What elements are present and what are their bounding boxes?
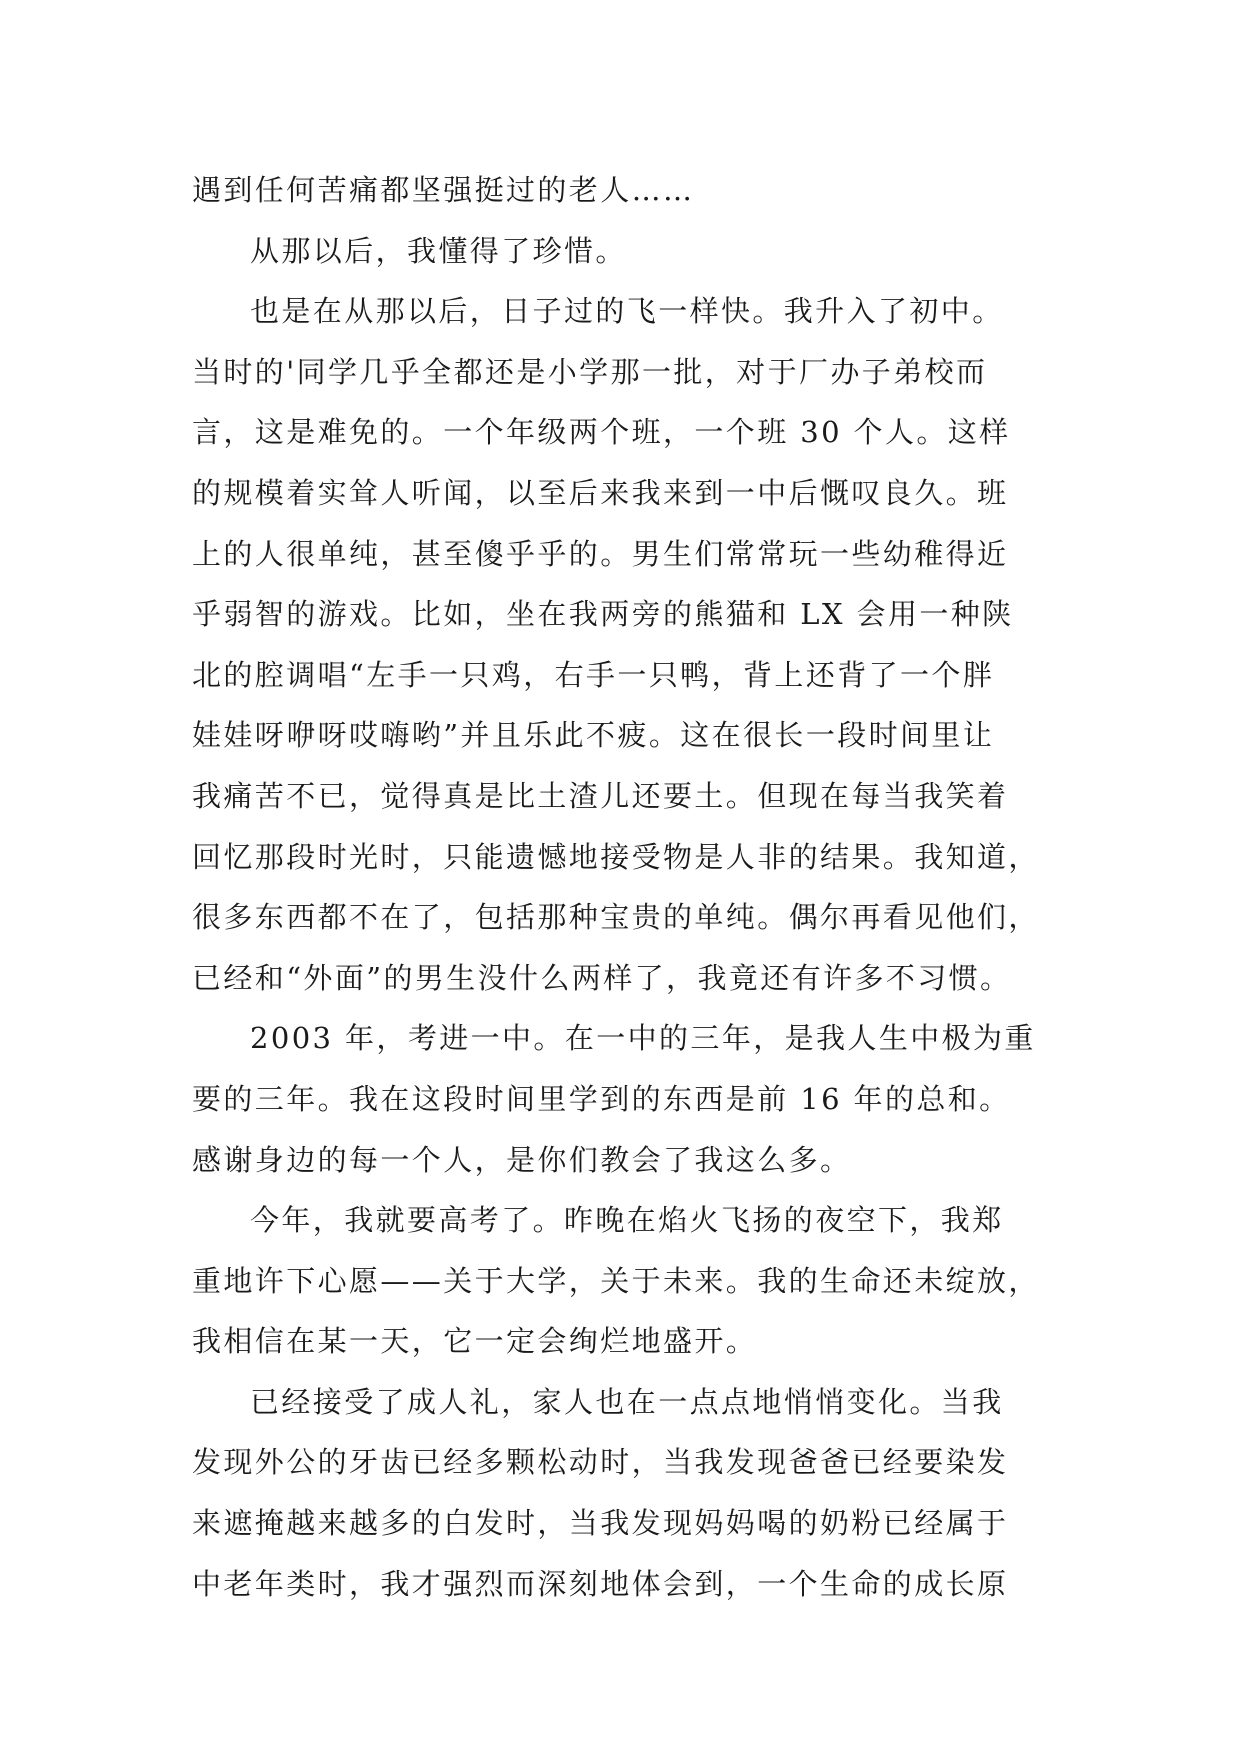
text-line: 回忆那段时光时，只能遗憾地接受物是人非的结果。我知道， [192, 839, 1040, 874]
text-line: 我相信在某一天，它一定会绚烂地盛开。 [192, 1324, 758, 1359]
text-line: 很多东西都不在了，包括那种宝贵的单纯。偶尔再看见他们， [192, 900, 1040, 935]
text-line: 北的腔调唱“左手一只鸡，右手一只鸭，背上还背了一个胖 [192, 657, 995, 692]
text-line: 也是在从那以后，日子过的飞一样快。我升入了初中。 [250, 294, 1004, 329]
text-line: 上的人很单纯，甚至傻乎乎的。男生们常常玩一些幼稚得近 [192, 536, 1009, 571]
text-line: 来遮掩越来越多的白发时，当我发现妈妈喝的奶粉已经属于 [192, 1506, 1009, 1541]
text-line: 中老年类时，我才强烈而深刻地体会到，一个生命的成长原 [192, 1566, 1009, 1601]
text-line: 2003 年，考进一中。在一中的三年，是我人生中极为重 [250, 1021, 1036, 1056]
text-line: 已经接受了成人礼，家人也在一点点地悄悄变化。当我 [250, 1384, 1004, 1419]
text-line: 从那以后，我懂得了珍惜。 [250, 233, 627, 268]
text-line: 我痛苦不已，觉得真是比土渣儿还要土。但现在每当我笑着 [192, 778, 1009, 813]
text-line: 已经和“外面”的男生没什么两样了，我竟还有许多不习惯。 [192, 960, 1012, 995]
text-line: 发现外公的牙齿已经多颗松动时，当我发现爸爸已经要染发 [192, 1445, 1009, 1480]
text-line: 感谢身边的每一个人，是你们教会了我这么多。 [192, 1142, 852, 1177]
text-line: 今年，我就要高考了。昨晚在焰火飞扬的夜空下，我郑 [250, 1203, 1004, 1238]
text-line: 遇到任何苦痛都坚强挺过的老人…… [192, 173, 695, 207]
text-line: 乎弱智的游戏。比如，坐在我两旁的熊猫和 LX 会用一种陕 [192, 597, 1014, 632]
text-line: 言，这是难免的。一个年级两个班，一个班 30 个人。这样 [192, 415, 1011, 450]
text-line: 当时的'同学几乎全都还是小学那一批，对于厂办子弟校而 [192, 354, 988, 389]
body-text [192, 160, 1052, 1614]
text-line: 要的三年。我在这段时间里学到的东西是前 16 年的总和。 [192, 1081, 1011, 1116]
text-line: 的规模着实耸人听闻，以至后来我来到一中后慨叹良久。班 [192, 475, 1009, 510]
text-line: 娃娃呀咿呀哎嗨哟”并且乐此不疲。这在很长一段时间里让 [192, 718, 995, 753]
text-line: 重地许下心愿——关于大学，关于未来。我的生命还未绽放， [192, 1263, 1040, 1298]
